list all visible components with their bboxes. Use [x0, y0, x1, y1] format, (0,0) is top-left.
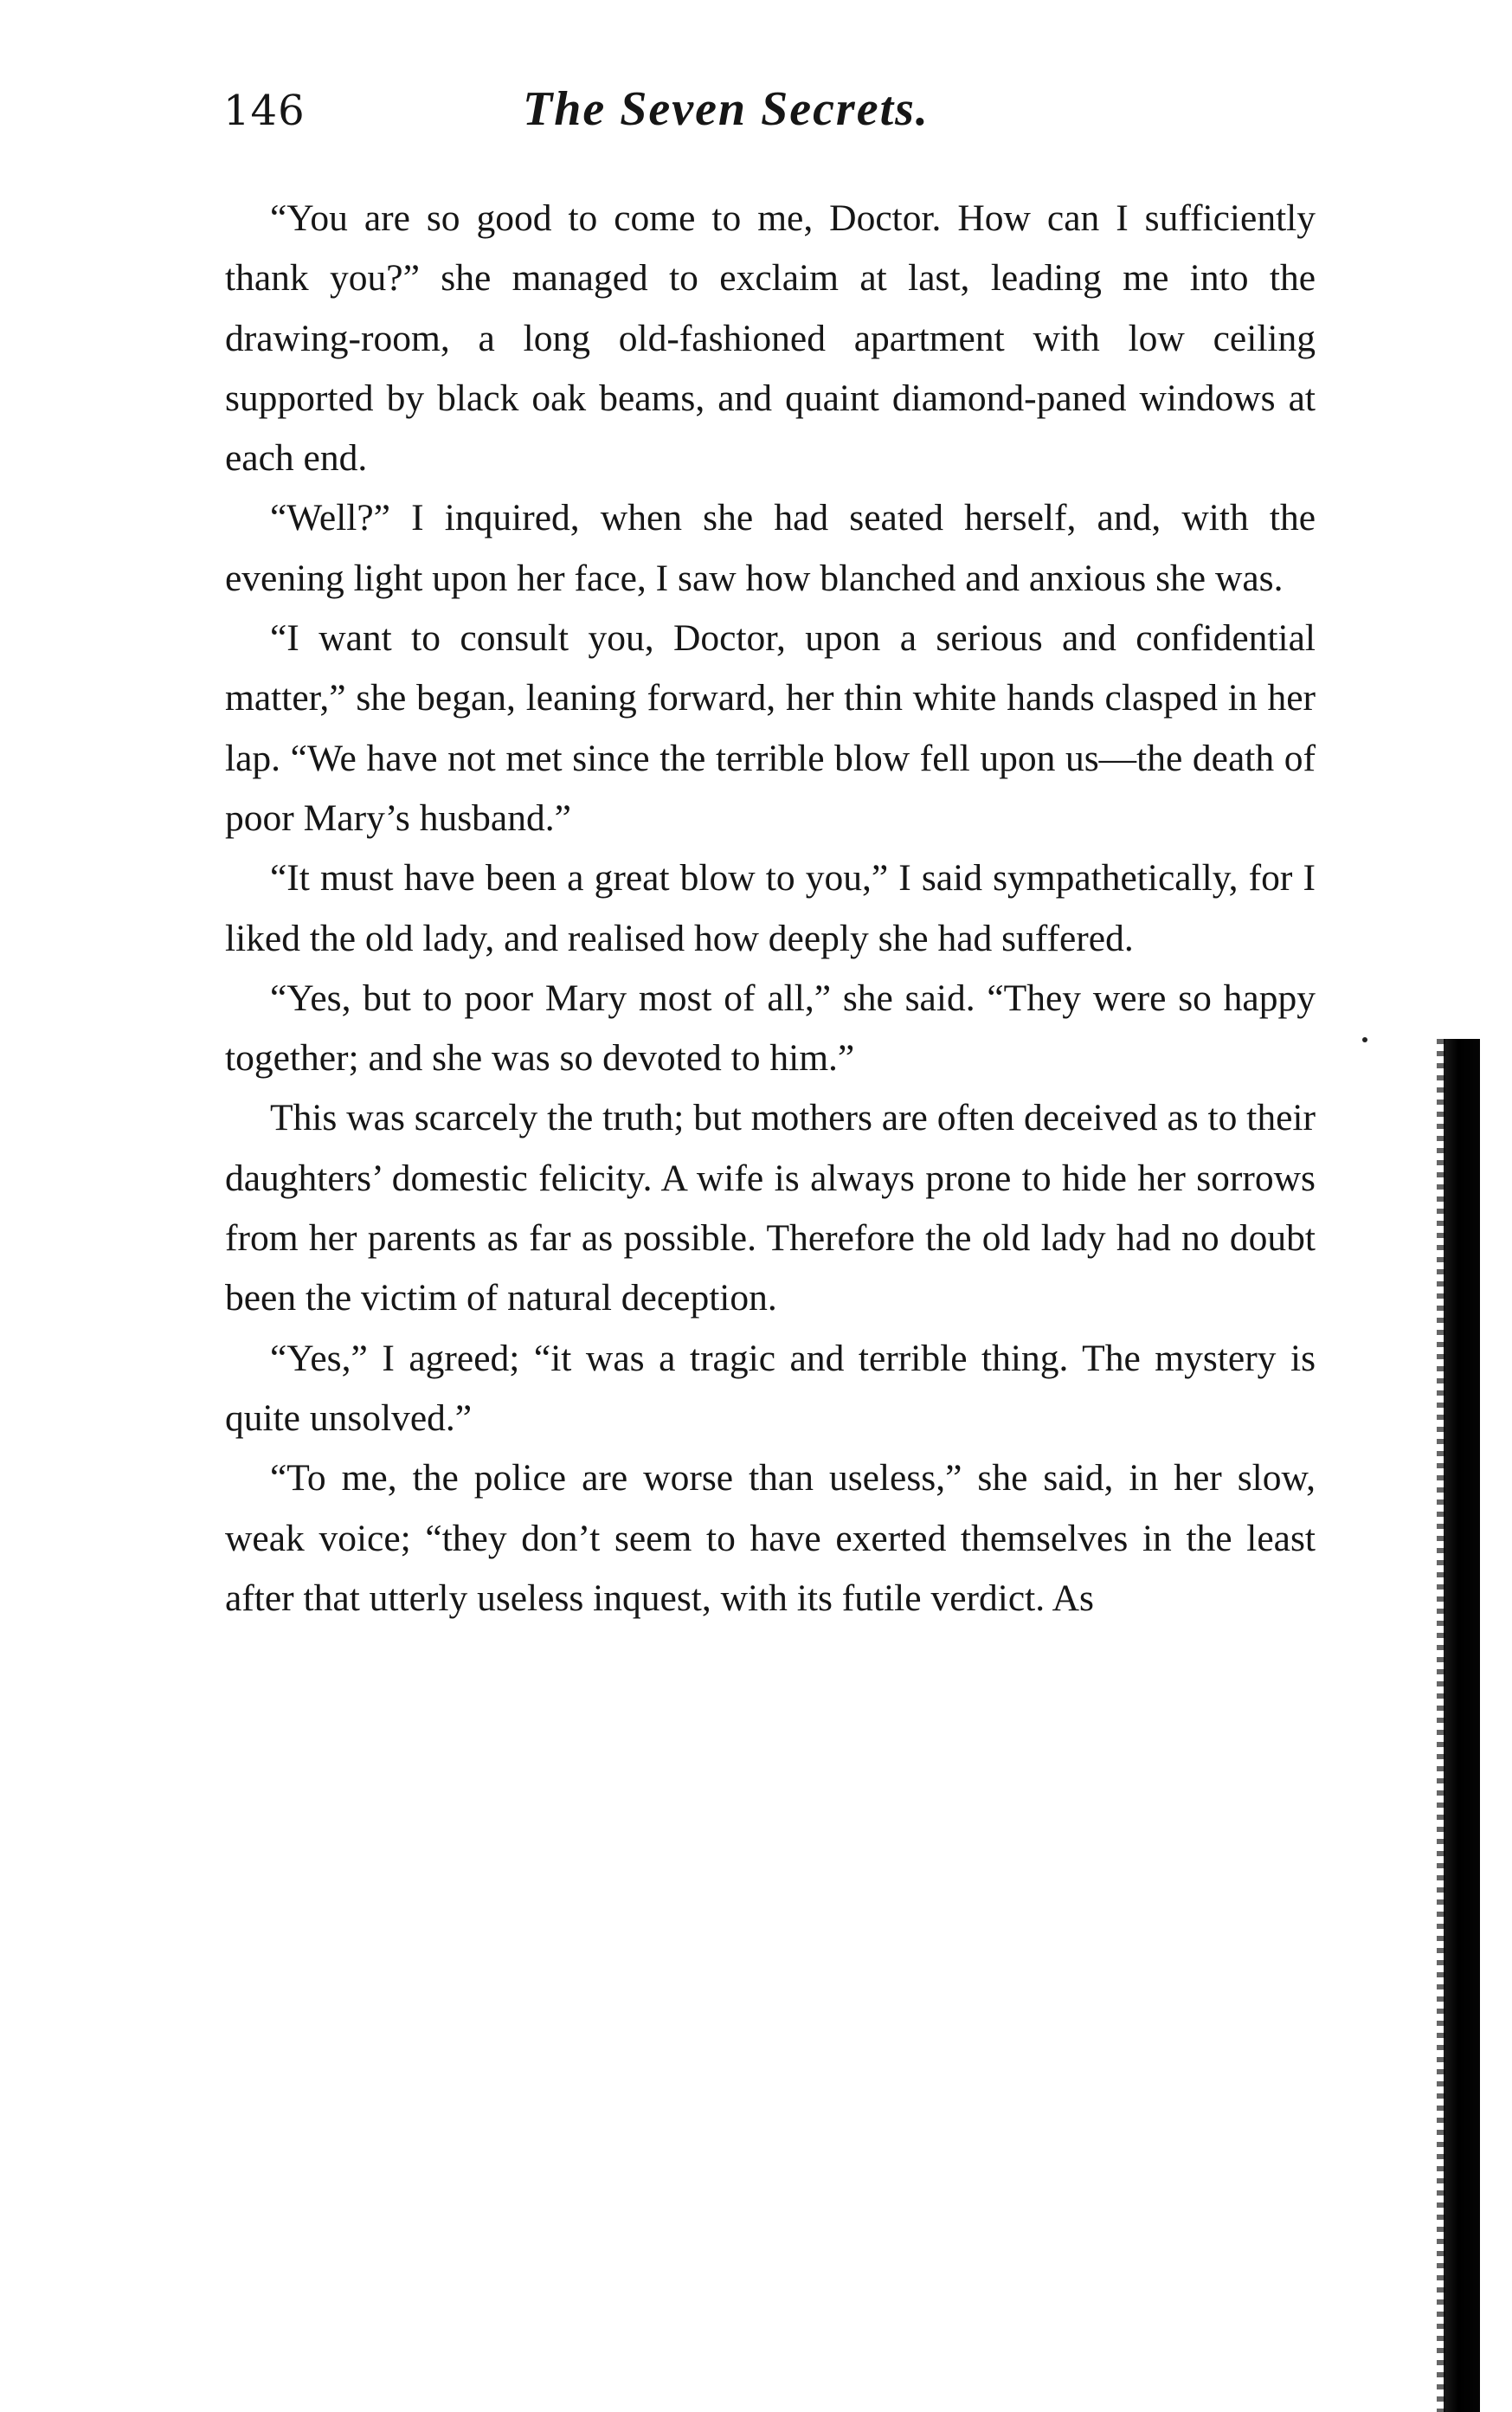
running-head-title: The Seven Secrets.	[523, 82, 930, 136]
paragraph: “To me, the police are worse than useless,” she said, in her slow, weak voice; “they don’t seem to have exerted themselves in the least after that utterly useless inquest, with its futile verdict. As	[225, 1457, 1316, 1619]
paragraph: This was scarcely the truth; but mothers are often deceived as to their daughters’ domestic felicity. A wife is always prone to hide her sorrows from her parents as far as possible. Therefore the old lady had no doubt been the victim of natural deception.	[225, 1097, 1316, 1319]
paragraph: “It must have been a great blow to you,” I said sympathetically, for I liked the old lady, and realised how deeply she had suffered.	[225, 857, 1316, 959]
paragraph: “Yes, but to poor Mary most of all,” she said. “They were so happy together; and she was so devoted to him.”	[225, 977, 1316, 1080]
paragraph: “Well?” I inquired, when she had seated herself, and, with the evening light upon her face, I saw how blanched and anxious she was.	[225, 497, 1316, 599]
page-number: 146	[223, 87, 306, 135]
scan-speck	[1362, 1037, 1367, 1042]
paragraph: “Yes,” I agreed; “it was a tragic and terrible thing. The mystery is quite unsolved.”	[225, 1337, 1316, 1439]
paragraph: “I want to consult you, Doctor, upon a serious and confidential matter,” she began, leaning forward, her thin white hands clasped in her lap. “We have not met since the terrible blow fell upon us—the death of poor Mary’s husband.”	[225, 617, 1316, 839]
paragraph: “You are so good to come to me, Doctor. How can I sufficiently thank you?” she managed to exclaim at last, leading me into the drawing-room, a long old-fashioned apartment with low ceiling supported by black oak beams, and quaint diamond-paned windows at each end.	[225, 197, 1316, 480]
body-text	[225, 189, 1316, 1628]
page-binding-edge	[1444, 1039, 1480, 2412]
